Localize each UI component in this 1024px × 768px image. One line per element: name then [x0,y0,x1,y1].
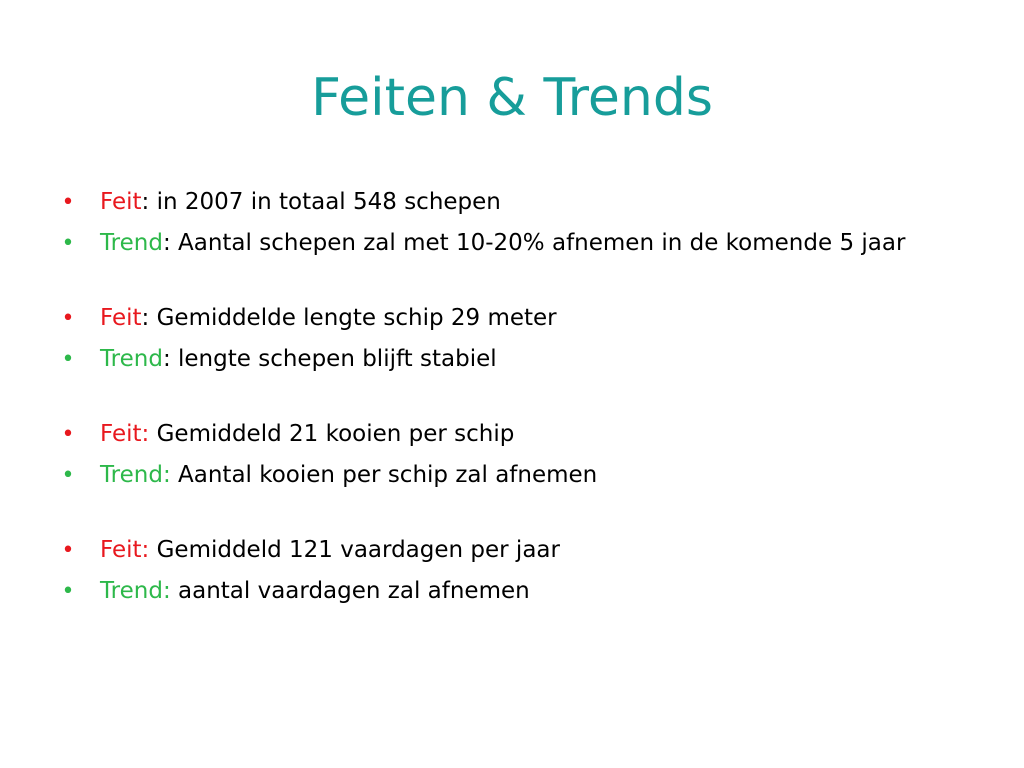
feit-label: Feit: [100,421,150,447]
bullet-text [100,578,530,604]
bullet-dot-icon: • [61,579,75,604]
bullet-text [100,346,497,372]
bullet-text [100,305,557,331]
feit-label: Feit [100,189,142,215]
slide-title: Feiten & Trends [311,68,713,128]
bullet-dot-icon: • [61,190,75,215]
bullet-body-text: Aantal kooien per schip zal afnemen [170,462,598,488]
bullet-dot-icon: • [61,231,75,256]
bullet-body-text: Gemiddeld 121 vaardagen per jaar [149,537,560,563]
trend-label: Trend: [100,462,171,488]
bullet-dot-icon: • [61,306,75,331]
bullet-text [100,230,905,256]
feit-bullet-item [58,300,958,337]
bullet-body-text: aantal vaardagen zal afnemen [170,578,530,604]
trend-bullet-item [58,341,958,378]
bullet-body-text: Gemiddeld 21 kooien per schip [149,421,515,447]
bullet-text [100,462,597,488]
bullet-body-text: : lengte schepen blijft stabiel [162,346,497,372]
trend-label: Trend [100,346,163,372]
trend-label: Trend [100,230,163,256]
bullet-text [100,421,514,447]
bullet-dot-icon: • [61,463,75,488]
feit-bullet-item [58,184,958,221]
trend-bullet-item [58,573,958,610]
feit-label: Feit: [100,537,150,563]
bullet-text [100,189,501,215]
bullet-body-text: : Gemiddelde lengte schip 29 meter [141,305,557,331]
trend-label: Trend: [100,578,171,604]
trend-bullet-item [58,225,958,262]
bullet-dot-icon: • [61,347,75,372]
feit-label: Feit [100,305,142,331]
feit-bullet-item [58,532,958,569]
bullet-list [58,184,958,614]
trend-bullet-item [58,457,958,494]
bullet-dot-icon: • [61,538,75,563]
bullet-body-text: : in 2007 in totaal 548 schepen [141,189,501,215]
bullet-text [100,537,560,563]
bullet-dot-icon: • [61,422,75,447]
feit-bullet-item [58,416,958,453]
bullet-body-text: : Aantal schepen zal met 10-20% afnemen in de komende 5 jaar [162,230,906,256]
